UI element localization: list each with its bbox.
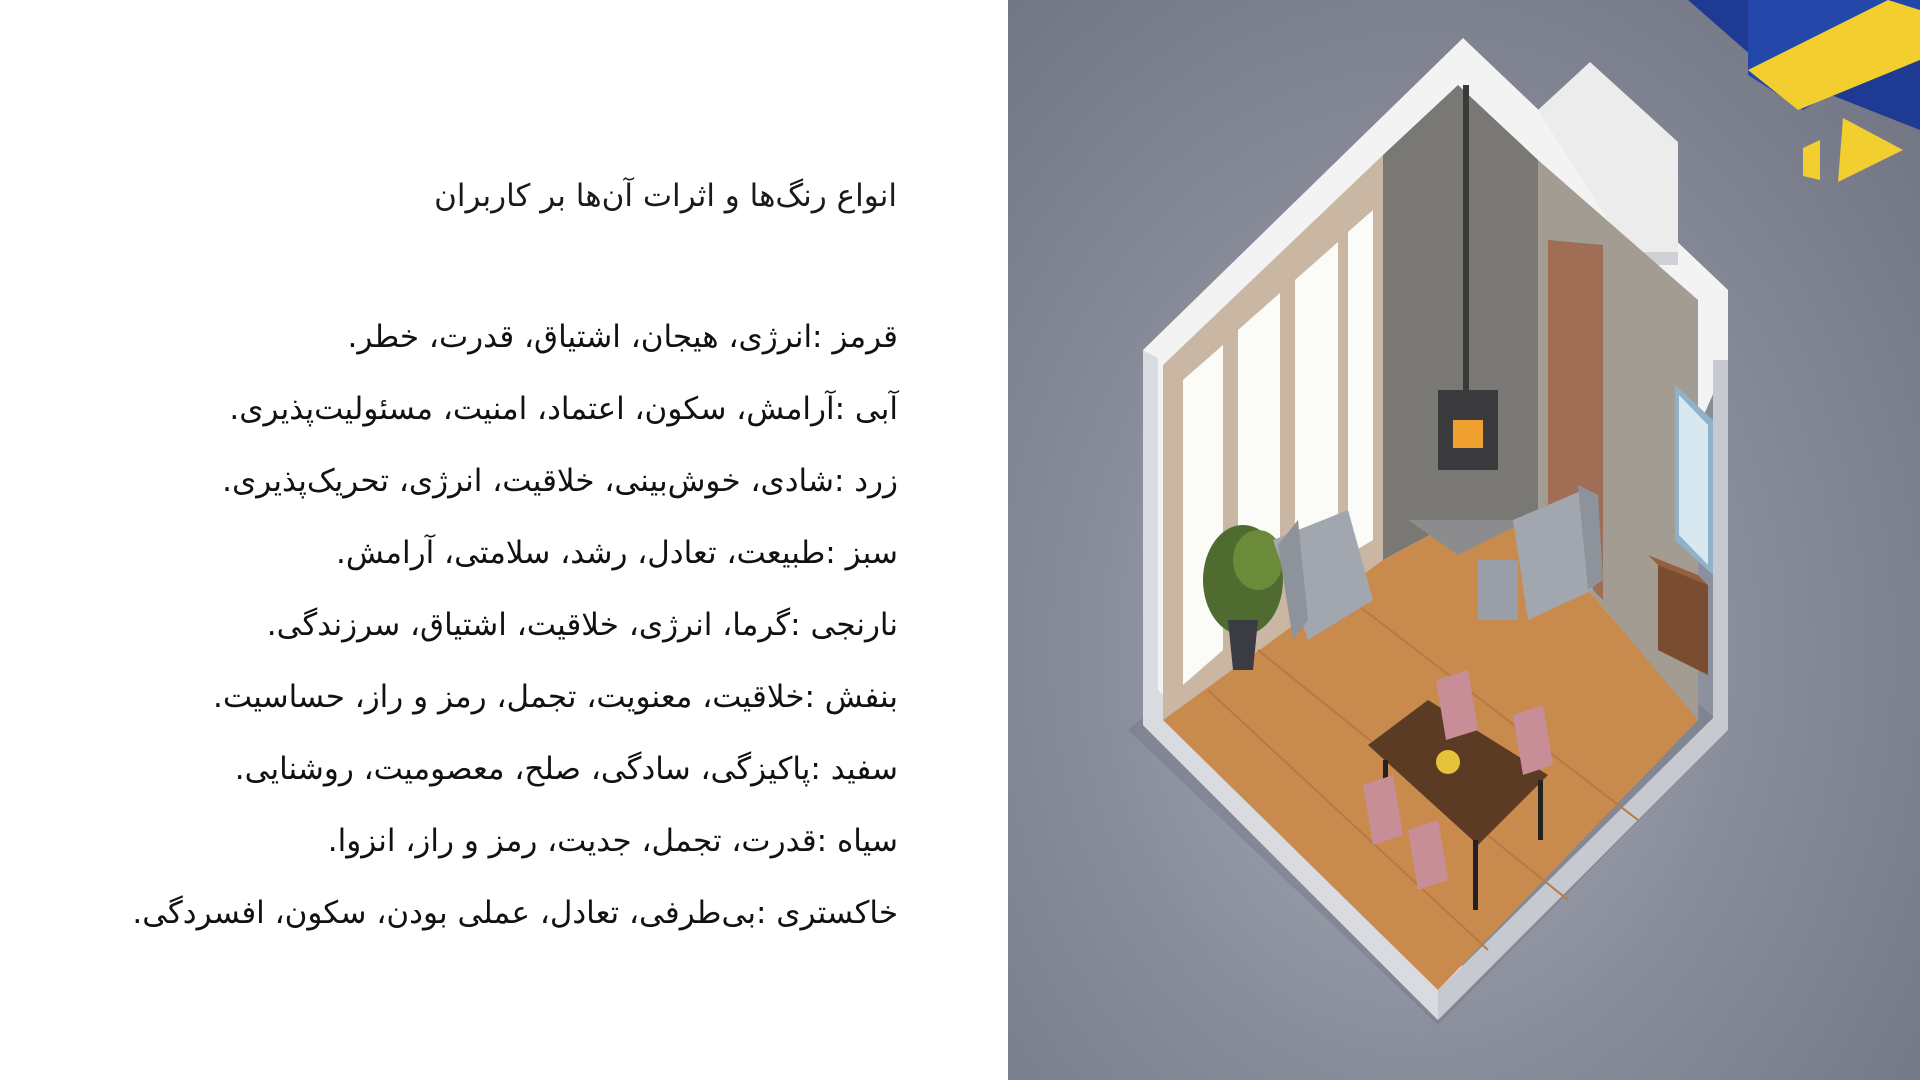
slide-title: انواع رنگ‌ها و اثرات آن‌ها بر کاربران xyxy=(434,178,897,214)
color-item-blue: آبی :آرامش، سکون، اعتماد، امنیت، مسئولیت‌پذیری. xyxy=(229,391,898,427)
house-illustration xyxy=(1008,0,1920,1080)
color-item-orange: نارنجی :گرما، انرژی، خلاقیت، اشتیاق، سرزندگی. xyxy=(266,607,898,643)
color-item-white: سفید :پاکیزگی، سادگی، صلح، معصومیت، روشنایی. xyxy=(234,751,898,787)
color-item-red: قرمز :انرژی، هیجان، اشتیاق، قدرت، خطر. xyxy=(347,319,898,355)
corner-decoration xyxy=(1688,0,1920,182)
color-item-gray: خاکستری :بی‌طرفی، تعادل، عملی بودن، سکون، افسردگی. xyxy=(132,895,898,931)
color-item-yellow: زرد :شادی، خوش‌بینی، خلاقیت، انرژی، تحریک‌پذیری. xyxy=(222,463,898,499)
color-item-green: سبز :طبیعت، تعادل، رشد، سلامتی، آرامش. xyxy=(336,535,898,571)
color-item-purple: بنفش :خلاقیت، معنویت، تجمل، رمز و راز، حساسیت. xyxy=(212,679,898,715)
color-list xyxy=(0,311,898,959)
color-item-black: سیاه :قدرت، تجمل، جدیت، رمز و راز، انزوا. xyxy=(327,823,898,859)
house-illustration-graphic xyxy=(1008,0,1920,1080)
